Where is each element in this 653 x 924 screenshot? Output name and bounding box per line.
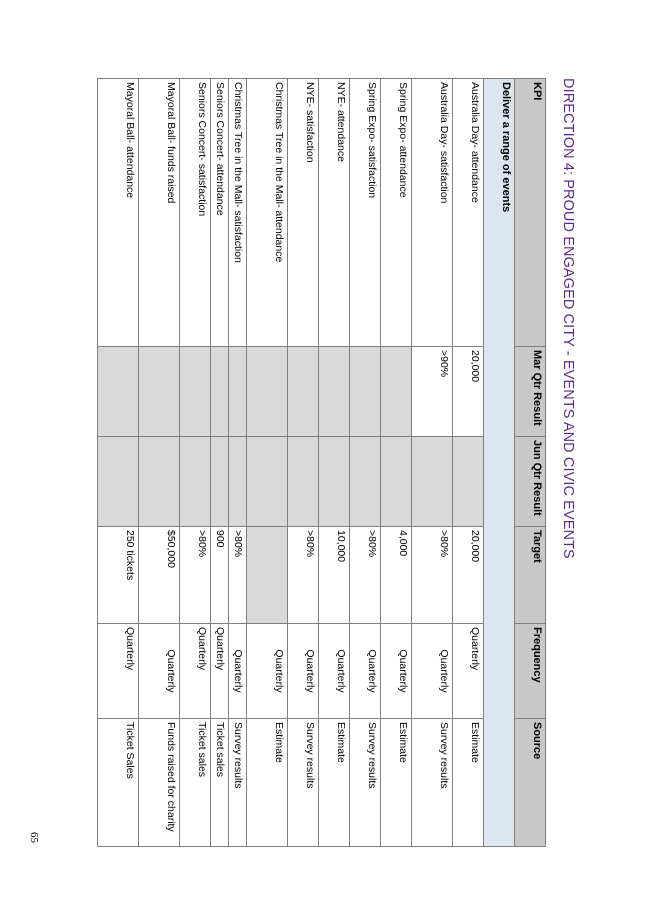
kpi-cell: Australia Day- attendance (453, 79, 484, 347)
kpi-cell: NYE- satisfaction (288, 79, 319, 347)
kpi-cell: Spring Expo- satisfaction (350, 79, 381, 347)
target-cell: 250 tickets (98, 527, 139, 624)
header-source: Source (515, 719, 546, 847)
mar-result-cell (180, 347, 211, 437)
source-cell: Survey results (350, 719, 381, 847)
table-row (350, 79, 381, 847)
kpi-cell: Christmas Tree in the Mall- satisfaction (229, 79, 247, 347)
source-cell: Ticket sales (211, 719, 229, 847)
target-cell (247, 527, 288, 624)
mar-result-cell (319, 347, 350, 437)
target-cell: >80% (229, 527, 247, 624)
target-cell: 20,000 (453, 527, 484, 624)
target-cell: >80% (180, 527, 211, 624)
table-row (229, 79, 247, 847)
source-cell: Survey results (288, 719, 319, 847)
mar-result-cell (288, 347, 319, 437)
kpi-cell: Spring Expo- attendance (381, 79, 412, 347)
mar-result-cell (139, 347, 180, 437)
kpi-cell: Christmas Tree in the Mall- attendance (247, 79, 288, 347)
header-mar-qtr-result: Mar Qtr Result (515, 347, 546, 437)
table-row (453, 79, 484, 847)
jun-result-cell (211, 437, 229, 527)
jun-result-cell (180, 437, 211, 527)
frequency-cell: Quarterly (229, 624, 247, 719)
target-cell: 10,000 (319, 527, 350, 624)
table-row (98, 79, 139, 847)
frequency-cell: Quarterly (247, 624, 288, 719)
jun-result-cell (288, 437, 319, 527)
target-cell: >80% (288, 527, 319, 624)
jun-result-cell (98, 437, 139, 527)
mar-result-cell (211, 347, 229, 437)
table-row (180, 79, 211, 847)
jun-result-cell (453, 437, 484, 527)
kpi-cell: Seniors Concert- satisfaction (180, 79, 211, 347)
frequency-cell: Quarterly (319, 624, 350, 719)
page-title: DIRECTION 4: PROUD ENGAGED CITY - EVENTS AND CIVIC EVENTS (560, 78, 576, 559)
header-jun-qtr-result: Jun Qtr Result (515, 437, 546, 527)
jun-result-cell (139, 437, 180, 527)
source-cell: Estimate (247, 719, 288, 847)
target-cell: $50,000 (139, 527, 180, 624)
table-row (211, 79, 229, 847)
jun-result-cell (229, 437, 247, 527)
source-cell: Estimate (453, 719, 484, 847)
frequency-cell: Quarterly (288, 624, 319, 719)
source-cell: Ticket sales (180, 719, 211, 847)
frequency-cell: Quarterly (139, 624, 180, 719)
kpi-cell: Mayoral Ball- funds raised (139, 79, 180, 347)
section-label: Deliver a range of events (484, 79, 515, 847)
source-cell: Estimate (319, 719, 350, 847)
header-kpi: KPI (515, 79, 546, 347)
jun-result-cell (412, 437, 453, 527)
source-cell: Ticket Sales (98, 719, 139, 847)
page-number: 65 (28, 832, 40, 843)
frequency-cell: Quarterly (412, 624, 453, 719)
target-cell: >80% (350, 527, 381, 624)
source-cell: Estimate (381, 719, 412, 847)
mar-result-cell (229, 347, 247, 437)
table-row (412, 79, 453, 847)
frequency-cell: Quarterly (453, 624, 484, 719)
table-row (288, 79, 319, 847)
kpi-cell: NYE- attendance (319, 79, 350, 347)
kpi-cell: Seniors Concert- attendance (211, 79, 229, 347)
target-cell: 900 (211, 527, 229, 624)
source-cell: Survey results (412, 719, 453, 847)
target-cell: >80% (412, 527, 453, 624)
mar-result-cell (98, 347, 139, 437)
kpi-cell: Australia Day- satisfaction (412, 79, 453, 347)
jun-result-cell (319, 437, 350, 527)
table-row (139, 79, 180, 847)
mar-result-cell (350, 347, 381, 437)
mar-result-cell (381, 347, 412, 437)
kpi-table (97, 78, 546, 847)
table-header-row (515, 79, 546, 847)
table-row (381, 79, 412, 847)
table-row (247, 79, 288, 847)
mar-result-cell (247, 347, 288, 437)
source-cell: Funds raised for charity (139, 719, 180, 847)
table-row (319, 79, 350, 847)
jun-result-cell (247, 437, 288, 527)
target-cell: 4,000 (381, 527, 412, 624)
section-row (484, 79, 515, 847)
jun-result-cell (350, 437, 381, 527)
frequency-cell: Quarterly (381, 624, 412, 719)
source-cell: Survey results (229, 719, 247, 847)
kpi-cell: Mayoral Ball- attendance (98, 79, 139, 347)
jun-result-cell (381, 437, 412, 527)
frequency-cell: Quarterly (180, 624, 211, 719)
mar-result-cell: 20,000 (453, 347, 484, 437)
mar-result-cell: >90% (412, 347, 453, 437)
frequency-cell: Quarterly (350, 624, 381, 719)
rotated-landscape-page (106, 78, 576, 848)
frequency-cell: Quarterly (98, 624, 139, 719)
frequency-cell: Quarterly (211, 624, 229, 719)
header-frequency: Frequency (515, 624, 546, 719)
header-target: Target (515, 527, 546, 624)
